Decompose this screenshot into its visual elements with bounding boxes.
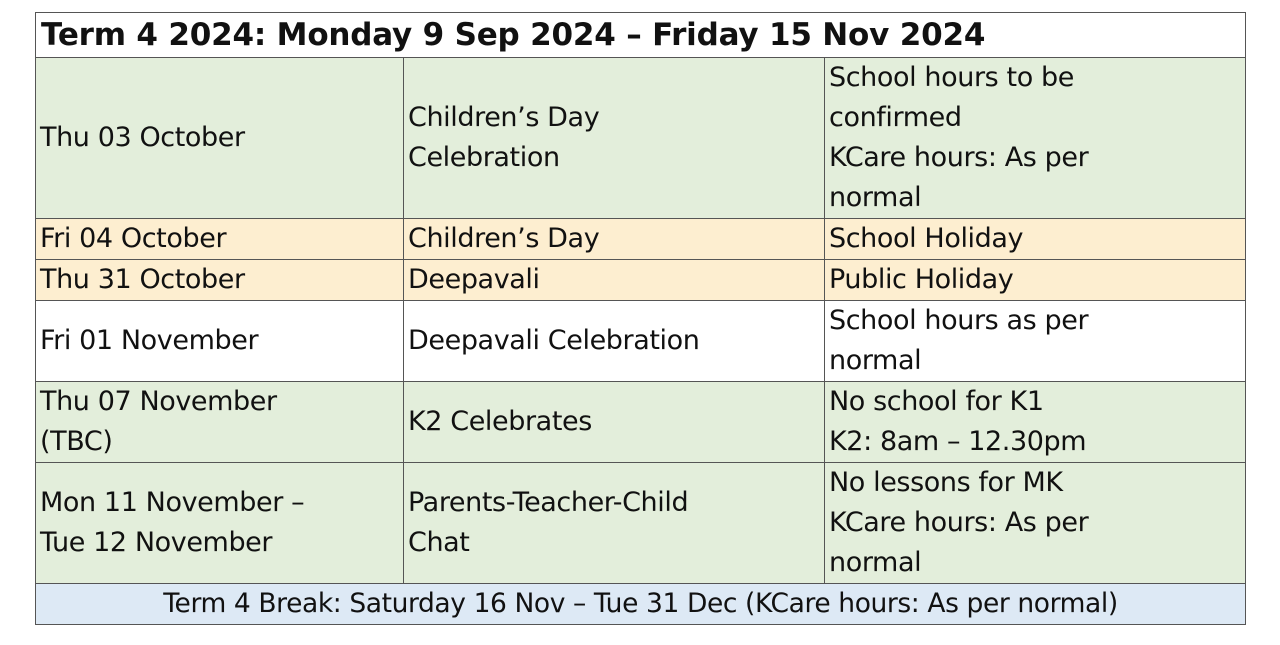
cell-text-line: Children’s Day bbox=[408, 102, 600, 133]
cell-text-line: Deepavali bbox=[408, 264, 540, 295]
cell-text-line: Children’s Day bbox=[408, 223, 600, 254]
event-date-cell bbox=[36, 260, 404, 301]
cell-text-line: normal bbox=[829, 547, 922, 578]
cell-text-line: No lessons for MK bbox=[829, 467, 1063, 498]
cell-text-line: School Holiday bbox=[829, 223, 1024, 254]
event-notes-cell bbox=[825, 463, 1246, 584]
cell-text-line: Thu 31 October bbox=[40, 264, 245, 295]
cell-text-line: Fri 01 November bbox=[40, 325, 259, 356]
cell-text-line: Chat bbox=[408, 527, 470, 558]
cell-text-line: School hours as per bbox=[829, 305, 1089, 336]
cell-text-line: Tue 12 November bbox=[40, 527, 273, 558]
cell-text-line: No school for K1 bbox=[829, 386, 1044, 417]
event-row bbox=[36, 301, 1246, 382]
cell-text-line: K2 Celebrates bbox=[408, 406, 592, 437]
title-row bbox=[36, 13, 1246, 58]
event-notes-cell bbox=[825, 301, 1246, 382]
cell-text-line: Deepavali Celebration bbox=[408, 325, 700, 356]
event-row bbox=[36, 382, 1246, 463]
cell-text-line: Public Holiday bbox=[829, 264, 1014, 295]
cell-text-line: Mon 11 November – bbox=[40, 487, 305, 518]
event-date-cell bbox=[36, 382, 404, 463]
cell-text-line: normal bbox=[829, 182, 922, 213]
event-name-cell bbox=[404, 260, 825, 301]
event-name-cell bbox=[404, 463, 825, 584]
cell-text-line: KCare hours: As per bbox=[829, 507, 1089, 538]
event-name-cell bbox=[404, 58, 825, 219]
cell-text-line: confirmed bbox=[829, 102, 962, 133]
event-date-cell bbox=[36, 301, 404, 382]
cell-text-line: K2: 8am – 12.30pm bbox=[829, 426, 1087, 457]
cell-text-line: KCare hours: As per bbox=[829, 142, 1089, 173]
event-row bbox=[36, 219, 1246, 260]
event-notes-cell bbox=[825, 219, 1246, 260]
event-name-cell bbox=[404, 219, 825, 260]
event-row bbox=[36, 463, 1246, 584]
cell-text-line: Thu 03 October bbox=[40, 122, 245, 153]
cell-text-line: School hours to be bbox=[829, 62, 1074, 93]
cell-text-line: Parents-Teacher-Child bbox=[408, 487, 689, 518]
cell-text-line: Fri 04 October bbox=[40, 223, 227, 254]
event-name-cell bbox=[404, 301, 825, 382]
event-row bbox=[36, 260, 1246, 301]
event-notes-cell bbox=[825, 58, 1246, 219]
term-break-note: Term 4 Break: Saturday 16 Nov – Tue 31 Dec (KCare hours: As per normal) bbox=[36, 584, 1246, 625]
event-row bbox=[36, 58, 1246, 219]
event-notes-cell bbox=[825, 260, 1246, 301]
cell-text-line: normal bbox=[829, 345, 922, 376]
footer-row bbox=[36, 584, 1246, 625]
cell-text-line: Celebration bbox=[408, 142, 560, 173]
event-name-cell bbox=[404, 382, 825, 463]
cell-text-line: Thu 07 November bbox=[40, 386, 277, 417]
event-date-cell bbox=[36, 463, 404, 584]
calendar-body bbox=[36, 13, 1246, 625]
event-date-cell bbox=[36, 219, 404, 260]
event-date-cell bbox=[36, 58, 404, 219]
cell-text-line: (TBC) bbox=[40, 426, 113, 457]
term-calendar-table bbox=[35, 12, 1246, 625]
term-title: Term 4 2024: Monday 9 Sep 2024 – Friday 15 Nov 2024 bbox=[36, 13, 1246, 58]
event-notes-cell bbox=[825, 382, 1246, 463]
